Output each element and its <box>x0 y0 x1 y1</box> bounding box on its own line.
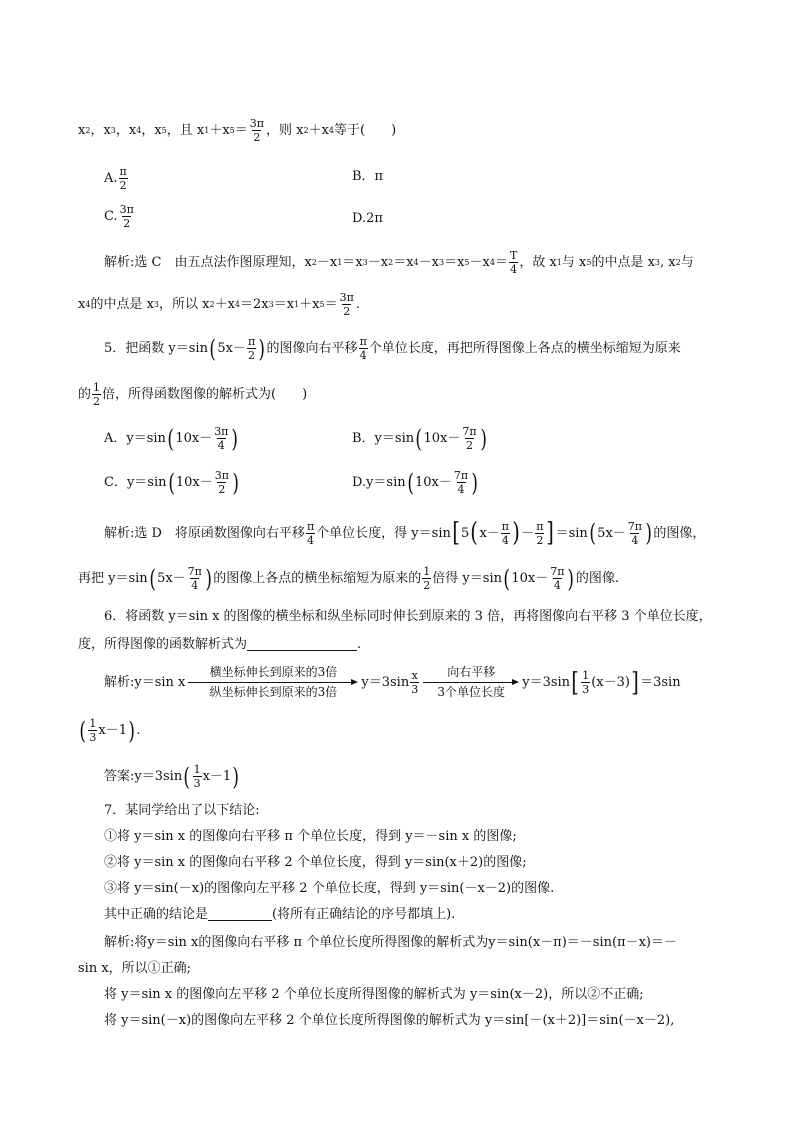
q4-option-c: C. $\frac{3\pi}{2}$ <box>104 203 134 230</box>
answer-blank <box>247 639 357 651</box>
q6-answer: 答案:y＝3sin ( $\frac{1}{3}$ x－1 ) <box>104 762 240 791</box>
q4-text: ＋x <box>308 123 329 138</box>
q5-option-d: D.y＝sin ( 10x－ $\frac{7\pi}{4}$ ) <box>352 468 479 497</box>
q7-stem: 7．某同学给出了以下结论: <box>104 803 260 818</box>
q4-text: ，x <box>115 123 137 138</box>
q6-solution-2: ( $\frac{1}{3}$ x－1 ) . <box>79 716 141 745</box>
q5-option-c: C．y＝sin ( 10x－ $\frac{3\pi}{2}$ ) <box>104 468 239 497</box>
q4-text: x <box>78 123 86 138</box>
fraction: $\frac{3\pi}{2}$ <box>249 117 264 144</box>
q4-text: 等于( ) <box>334 123 397 138</box>
q4-text: ＋x <box>209 123 230 138</box>
q4-option-b: B．π <box>352 169 384 184</box>
q7-statement-3: ③将 y＝sin(－x)的图像向左平移 2 个单位长度，得到 y＝sin(－x－2)的图像. <box>104 881 555 896</box>
q4-option-a: A. $\frac{\pi}{2}$ <box>104 165 127 192</box>
q6-solution-1: 解析:y＝sin x 横坐标伸长到原来的3倍 纵坐标伸长到原来的3倍 y＝3sin $\frac{x}{3}$ 向右平移 3个单位长度 y＝3sin [ $\frac{1}{3}$ (x－3) ] ＝3sin <box>104 665 681 700</box>
q7-question: 其中正确的结论是 (将所有正确结论的序号都填上). <box>104 907 456 922</box>
q7-solution-3: 将 y＝sin x 的图像向左平移 2 个单位长度所得图像的解析式为 y＝sin(x－2)，所以②不正确; <box>104 987 644 1002</box>
q6-stem-1: 6．将函数 y＝sin x 的图像的横坐标和纵坐标同时伸长到原来的 3 倍，再将图像向右平移 3 个单位长度， <box>104 609 712 624</box>
q7-statement-2: ②将 y＝sin x 的图像向右平移 2 个单位长度，得到 y＝sin(x＋2)的图像; <box>104 855 527 870</box>
q4-text: ，x <box>141 123 162 138</box>
q5-solution-2: 再把 y＝sin ( 5x－ $\frac{7\pi}{4}$ ) 的图像上各点的横坐标缩短为原来的 $\frac{1}{2}$ 倍得 y＝sin ( 10x－ $\frac{7\pi}{4}$ ) 的图像. <box>78 564 619 593</box>
q4-stem: x 2 ，x 3 ，x 4 ，x 5 ，且 x 1 ＋x 5 ＝ $\frac{3\pi}{2}$ ，则 x 2 ＋x 4 等于( ) <box>78 117 397 144</box>
q5-option-a: A．y＝sin ( 10x－ $\frac{3\pi}{4}$ ) <box>104 424 239 453</box>
q7-solution-4: 将 y＝sin(－x)的图像向左平移 2 个单位长度所得图像的解析式为 y＝sin[－(x＋2)]＝sin(－x－2), <box>104 1013 675 1028</box>
q5-solution-1: 解析:选 D 将原函数图像向右平移 $\frac{\pi}{4}$ 个单位长度，得 y＝sin [ 5 ( x－ $\frac{\pi}{4}$ ) － $\frac{\pi}{2}$ ] ＝sin ( 5x－ $\frac{7\pi}{4}$ ) 的图像， <box>104 518 706 548</box>
q5-stem-2: 的 $\frac{1}{2}$ 倍，所得函数图像的解析式为( ) <box>78 381 308 408</box>
q4-solution-2: x 4 的中点是 x 3 ，所以 x 2 ＋x 4 ＝2x 3 ＝x 1 ＋x 5 ＝ $\frac{3\pi}{2}$ . <box>78 291 360 318</box>
transform-arrow: 横坐标伸长到原来的3倍 纵坐标伸长到原来的3倍 <box>188 666 358 699</box>
q7-statement-1: ①将 y＝sin x 的图像向右平移 π 个单位长度，得到 y＝－sin x 的图像; <box>104 829 517 844</box>
q7-solution-1: 解析:将y＝sin x的图像向右平移 π 个单位长度所得图像的解析式为y＝sin(x－π)＝－sin(π－x)＝－ <box>104 935 677 950</box>
q4-text: ，则 x <box>266 123 304 138</box>
q6-stem-2: 度，所得图像的函数解析式为 . <box>78 637 362 652</box>
answer-blank <box>208 909 272 921</box>
q4-text: ，x <box>90 123 111 138</box>
q4-text: ，且 x <box>166 123 205 138</box>
q4-solution-1: 解析:选 C 由五点法作图原理知，x 2 －x 1 ＝x 3 －x 2 ＝x 4 －x 3 ＝x 5 －x 4 ＝ $\frac{T}{4}$ ，故 x 1 与 x 5 的中点是 x 3 , x 2 与 <box>104 249 694 276</box>
transform-arrow: 向右平移 3个单位长度 <box>423 666 519 699</box>
q4-text: ＝ <box>234 123 248 138</box>
q7-solution-2: sin x，所以①正确; <box>78 961 192 976</box>
q5-stem-1: 5．把函数 y＝sin ( 5x－ $\frac{\pi}{2}$ ) 的图像向右平移 $\frac{\pi}{4}$ 个单位长度，再把所得图像上各点的横坐标缩短为原来 <box>104 334 681 363</box>
q4-option-d: D.2π <box>352 211 383 226</box>
q5-option-b: B．y＝sin ( 10x－ $\frac{7\pi}{2}$ ) <box>352 424 487 453</box>
